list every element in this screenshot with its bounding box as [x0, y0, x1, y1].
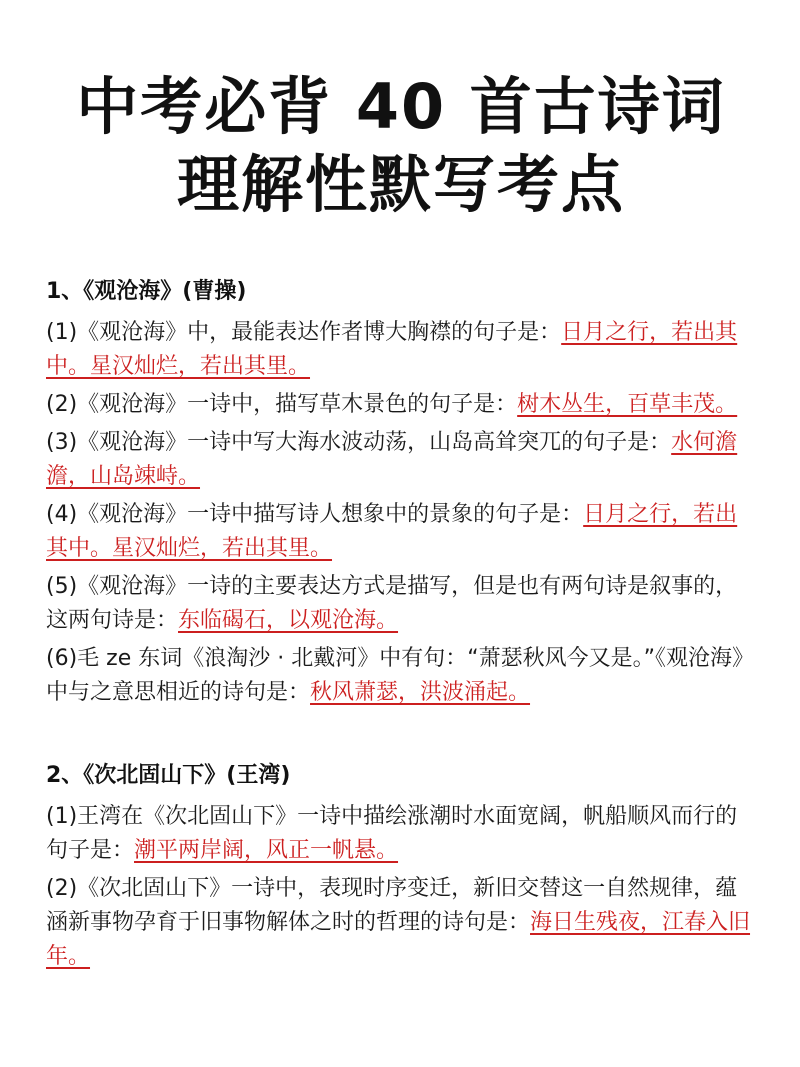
answer-text: 东临碣石，以观沧海。: [178, 608, 399, 633]
answer-text: 秋风萧瑟，洪波涌起。: [310, 680, 531, 705]
question-item: [46, 498, 756, 566]
question-item: [46, 426, 756, 494]
answer-text: 日月之行，若出其中。星汉灿烂，若出其里。: [46, 320, 738, 379]
question-text: (5)《观沧海》一诗的主要表达方式是描写，但是也有两句诗是叙事的，这两句诗是：: [46, 574, 738, 633]
question-text: (6)毛 ze 东词《浪淘沙 · 北戴河》中有句：“萧瑟秋风今又是。”《观沧海》中与之意思相近的诗句是：: [46, 646, 755, 705]
title-line-2: 理解性默写考点: [176, 148, 625, 221]
answer-text: 潮平两岸阔，风正一帆悬。: [134, 838, 399, 863]
question-text: (2)《观沧海》一诗中，描写草木景色的句子是：: [46, 392, 518, 417]
question-item: [46, 872, 756, 974]
question-item: [46, 570, 756, 638]
question-text: (3)《观沧海》一诗中写大海水波动荡，山岛高耸突兀的句子是：: [46, 430, 672, 455]
question-item: [46, 642, 756, 710]
section-heading: 1、《观沧海》(曹操): [46, 279, 247, 304]
question-item: [46, 388, 756, 422]
question-text: (2)《次北固山下》一诗中，表现时序变迁，新旧交替这一自然规律，蕴涵新事物孕育于旧事物解体之时的哲理的诗句是：: [46, 876, 738, 935]
page-title: [46, 0, 756, 224]
answer-text: 日月之行，若出其中。星汉灿烂，若出其里。: [46, 502, 738, 561]
answer-text: 海日生残夜，江春入旧年。: [46, 910, 751, 969]
section-heading: 2、《次北固山下》(王湾): [46, 763, 291, 788]
answer-text: 树木丛生，百草丰茂。: [517, 392, 738, 417]
question-text: (1)《观沧海》中，最能表达作者博大胸襟的句子是：: [46, 320, 562, 345]
question-item: [46, 316, 756, 384]
answer-text: 水何澹澹，山岛竦峙。: [46, 430, 738, 489]
section-guancanghai: [46, 272, 756, 710]
question-item: [46, 800, 756, 868]
title-line-1: 中考必背 40 首古诗词: [76, 70, 726, 143]
section-cibeigushanxia: [46, 756, 756, 974]
question-text: (1)王湾在《次北固山下》一诗中描绘涨潮时水面宽阔，帆船顺风而行的句子是：: [46, 804, 738, 863]
question-text: (4)《观沧海》一诗中描写诗人想象中的景象的句子是：: [46, 502, 584, 527]
